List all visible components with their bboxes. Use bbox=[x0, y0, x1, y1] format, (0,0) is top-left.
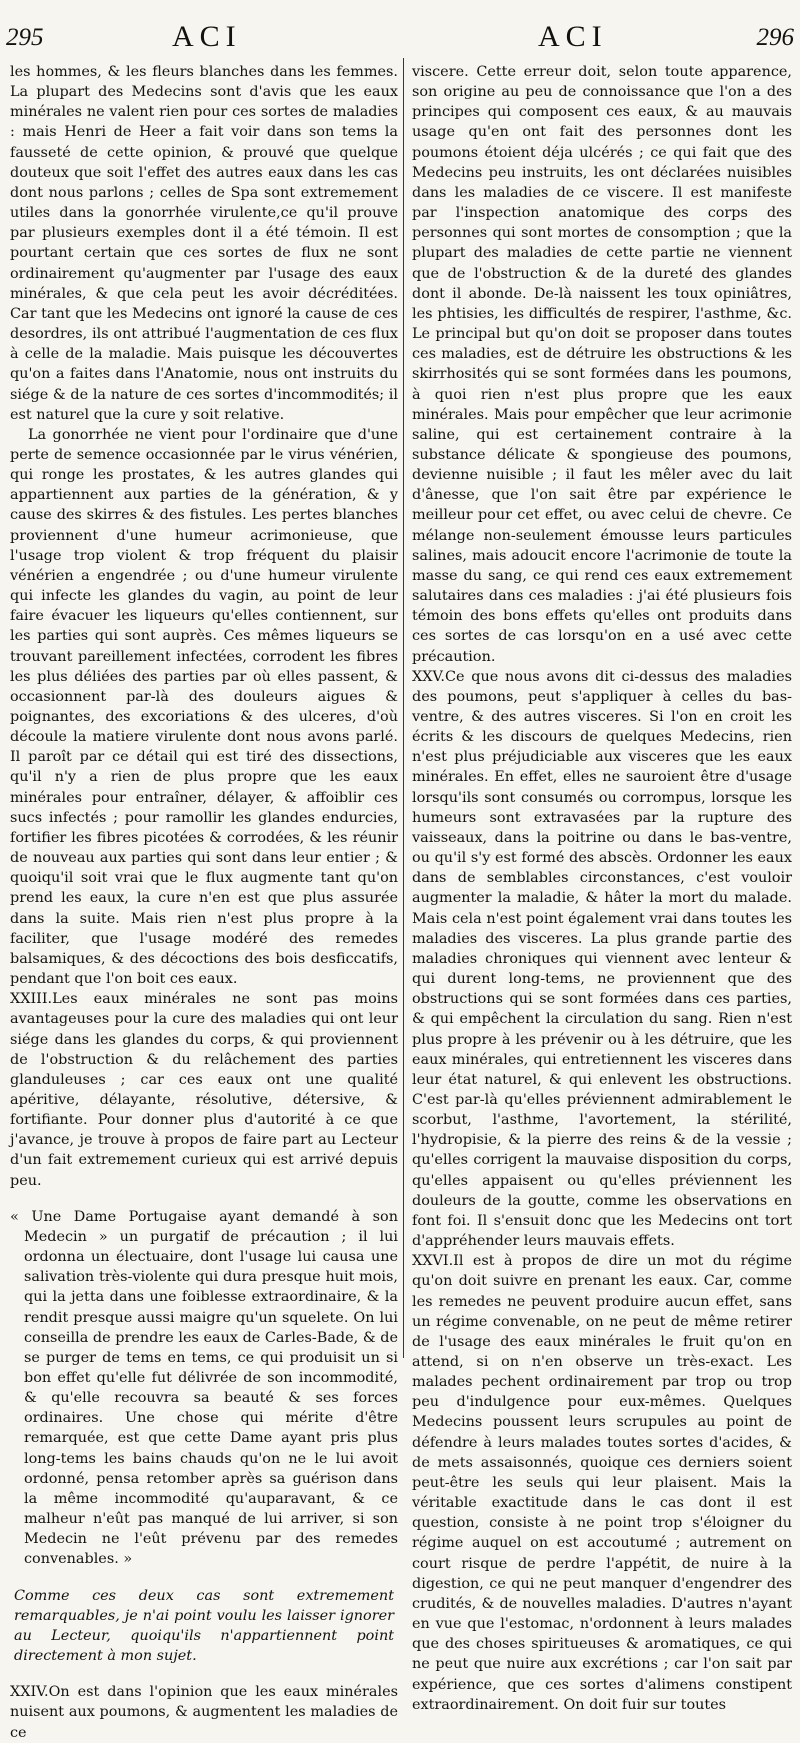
paragraph-continuation: viscere. Cette erreur doit, selon toute apparence, son origine au peu de connoissance que l'on a des principes qui composent ces eaux, & au mauvais usage qu'en ont fait des personnes dont les poumons étoient déja ulcérés ; ce qui fait que des Medecins peu instruits, les ont déclarées nuisibles dans les maladies de ce viscere. Il est manifeste par l'inspection anatomique des corps des personnes qui sont mortes de consomption ; que la plupart des maladies de cette partie ne viennent que de l'obstruction & de la dureté des glandes dont il abonde. De-là naissent les toux opiniâtres, les phtisies, les difficultés de respirer, l'asthme, &c. Le principal but qu'on doit se proposer dans toutes ces maladies, est de détruire les obstructions & les skirrhosités qui se sont formées dans les poumons, à quoi rien n'est plus propre que les eaux minérales. Mais pour empêcher que leur acrimonie saline, qui est certainement contraire à la substance délicate & spongieuse des poumons, devienne nuisible ; il faut les mêler avec du lait d'ânesse, que l'on sait être par expérience le meilleur pour cet effet, ou avec celui de chevre. Ce mélange non-seulement émousse leurs particules salines, mais adoucit encore l'acrimonie de toute la masse du sang, ce qui rend ces eaux extremement salutaires dans ces maladies : j'ai été plusieurs fois témoin des bons effets qu'elles ont produits dans ces sortes de cas lorsqu'on en a usé avec cette précaution. bbox=[412, 64, 792, 665]
right-page-number: 296 bbox=[756, 24, 794, 51]
section-text: Les eaux minérales ne sont pas moins avantageuses pour la cure des maladies qui ont leur siége dans les glandes du corps, & qui proviennent de l'obstruction & du relâchement des parties glanduleuses ; car ces eaux ont une qualité apéritive, délayante, résolutive, détersive, & fortifiante. Pour donner plus d'autorité à ce que j'avance, je trouve à propos de faire part au Lecteur d'un fait extremement curieux qui est arrivé depuis peu. bbox=[10, 991, 398, 1189]
left-page-number: 295 bbox=[6, 24, 44, 51]
right-column bbox=[412, 62, 792, 1715]
spacer bbox=[10, 1191, 398, 1207]
section-xxv bbox=[412, 667, 792, 1252]
section-number: XXIII. bbox=[10, 991, 53, 1008]
right-running-head: ACI bbox=[538, 20, 608, 53]
section-text: On est dans l'opinion que les eaux minérales nuisent aux poumons, & augmentent les maladies de ce bbox=[10, 1684, 398, 1741]
column-divider bbox=[403, 58, 404, 1358]
spacer bbox=[10, 1570, 398, 1586]
section-xxiv bbox=[10, 1682, 398, 1742]
left-column bbox=[10, 62, 398, 1743]
section-number: XXIV. bbox=[10, 1684, 49, 1701]
page-header bbox=[0, 16, 800, 60]
left-running-head: ACI bbox=[172, 20, 242, 53]
quoted-case: « Une Dame Portugaise ayant demandé à son Medecin » un purgatif de précaution ; il lui ordonna un électuaire, dont l'usage lui causa une salivation très-violente qui dura presque huit mois, qui la jetta dans une foiblesse extraordinaire, & la rendit presque aussi maigre qu'un squelete. On lui conseilla de prendre les eaux de Carles-Bade, & de se purger de tems en tems, ce qui produisit un si bon effet qu'elle fut délivrée de son incommodité, & qu'elle recouvra sa beauté & ses forces ordinaires. Une chose qui mérite d'être remarquée, est que cette Dame ayant pris plus long-tems les bains chauds qu'on ne le lui avoit ordonné, pensa retomber après sa guérison dans la même incommodité qu'auparavant, & ce malheur n'eût pas manqué de lui arriver, si son Medecin ne l'eût prévenu par des remedes convenables. » bbox=[10, 1208, 398, 1568]
section-text: Ce que nous avons dit ci-dessus des maladies des poumons, peut s'appliquer à celles du bas-ventre, & des autres visceres. Si l'on en croit les écrits & les discours de quelques Medecins, rien n'est plus préjudiciable aux visceres que les eaux minérales. En effet, elles ne sauroient être d'usage lorsqu'ils sont consumés ou corrompus, lorsque les humeurs sont extravasées par la rupture des vaisseaux, dans la poitrine ou dans le bas-ventre, ou qu'il s'y est formé des abscès. Ordonner les eaux dans de semblables circonstances, c'est vouloir augmenter la maladie, & hâter la mort du malade. Mais cela n'est point également vrai dans toutes les maladies des visceres. La plus grande partie des maladies chroniques qui viennent avec lenteur & qui durent long-tems, ne proviennent que des obstructions qui se sont formées dans ces parties, & qui empêchent la circulation du sang. Rien n'est plus propre à les prévenir ou à les détruire, que les eaux minérales, qui entretiennent les visceres dans leur état naturel, & qui enlevent les obstructions. C'est par-là qu'elles préviennent admirablement le scorbut, l'asthme, l'avortement, la stérilité, l'hydropisie, & la pierre des reins & de la vessie ; qu'elles corrigent la mauvaise disposition du corps, qu'elles appaisent ou qu'elles préviennent les douleurs de la goutte, comme les observations en font foi. Il s'ensuit donc que les Medecins ont tort d'appréhender leurs mauvais effets. bbox=[412, 668, 792, 1250]
section-number: XXV. bbox=[412, 668, 445, 685]
spacer bbox=[10, 1666, 398, 1682]
author-note: Comme ces deux cas sont extremement remarquables, je n'ai point voulu les laisser ignorer au Lecteur, quoiqu'ils n'appartiennent point directement à mon sujet. bbox=[14, 1587, 394, 1665]
section-text: Il est à propos de dire un mot du régime qu'on doit suivre en prenant les eaux. Car, comme les remedes ne peuvent produire aucun effet, sans un régime convenable, on ne peut de même retirer de l'usage des eaux minérales le fruit qu'on en attend, si on n'en observe un très-exact. Les malades pechent ordinairement par trop ou trop peu d'indulgence pour eux-mêmes. Quelques Medecins poussent leurs scrupules au point de défendre à leurs malades toutes sortes d'acides, & de mets assaisonnés, quoique ces derniers soient peut-être les seuls qui leur plaisent. Mais la véritable exactitude dans le cas dont il est question, consiste à ne point trop s'éloigner du régime auquel on est accoutumé ; autrement on court risque de perdre l'appétit, de nuire à la digestion, ce qui ne peut manquer d'engendrer des crudités, & de nouvelles maladies. D'autres n'ayant en vue que l'estomac, n'ordonnent à leurs malades que des choses spiritueuses & aromatiques, ce qui ne peut que nuire aux excrétions ; car l'on sait par expérience, que ces sortes d'alimens constipent extraordinairement. On doit fuir sur toutes bbox=[412, 1253, 792, 1713]
paragraph-continuation: les hommes, & les fleurs blanches dans les femmes. La plupart des Medecins sont d'avis que les eaux minérales ne valent rien pour ces sortes de maladies : mais Henri de Heer a fait voir dans son tems la fausseté de cette opinion, & prouvé que quelque douteux que soit l'effet des autres eaux dans les cas dont nous parlons ; celles de Spa sont extremement utiles dans la gonorrhée virulente,ce qu'il prouve par plusieurs exemples dont il a été témoin. Il est pourtant certain que ces sortes de flux ne sont ordinairement qu'augmenter par l'usage des eaux minérales, & que cela peut les avoir décréditées. Car tant que les Medecins ont ignoré la cause de ces desordres, ils ont attribué l'augmentation de ces flux à celle de la maladie. Mais puisque les découvertes qu'on a faites dans l'Anatomie, nous ont instruits du siége & de la nature de ces sortes d'incommodités; il est naturel que la cure y soit relative. bbox=[10, 64, 398, 423]
section-xxvi bbox=[412, 1251, 792, 1715]
paragraph-gonorrhee: La gonorrhée ne vient pour l'ordinaire que d'une perte de semence occasionnée par le virus vénérien, qui ronge les prostates, & les autres glandes qui appartiennent aux parties de la génération, & y cause des skirres & des fistules. Les pertes blanches proviennent d'une humeur acrimonieuse, que l'usage trop violent & trop fréquent du plaisir vénérien a engendrée ; ou d'une humeur virulente qui infecte les glandes du vagin, au point de leur faire évacuer les liqueurs qu'elles contiennent, sur les parties qui sont auprès. Ces mêmes liqueurs se trouvant pareillement infectées, corrodent les fibres les plus déliées des parties par où elles passent, & occasionnent par-là des douleurs aigues & poignantes, des excoriations & des ulceres, d'où découle la matiere virulente dont nous avons parlé. Il paroît par ce détail qui est tiré des dissections, qu'il n'y a rien de plus propre que les eaux minérales pour entraîner, délayer, & affoiblir ces sucs infectés ; pour ramollir les glandes endurcies, fortifier les fibres picotées & corrodées, & les réunir de nouveau aux parties qui sont dans leur entier ; & quoiqu'il soit vrai que le flux augmente tant qu'on prend les eaux, la cure n'en est que plus assurée dans la suite. Mais rien n'est plus propre à la faciliter, que l'usage modéré des remedes balsamiques, & des décoctions des bois desficcatifs, pendant que l'on boit ces eaux. bbox=[10, 426, 398, 988]
section-number: XXVI. bbox=[412, 1253, 454, 1270]
section-xxiii bbox=[10, 989, 398, 1191]
